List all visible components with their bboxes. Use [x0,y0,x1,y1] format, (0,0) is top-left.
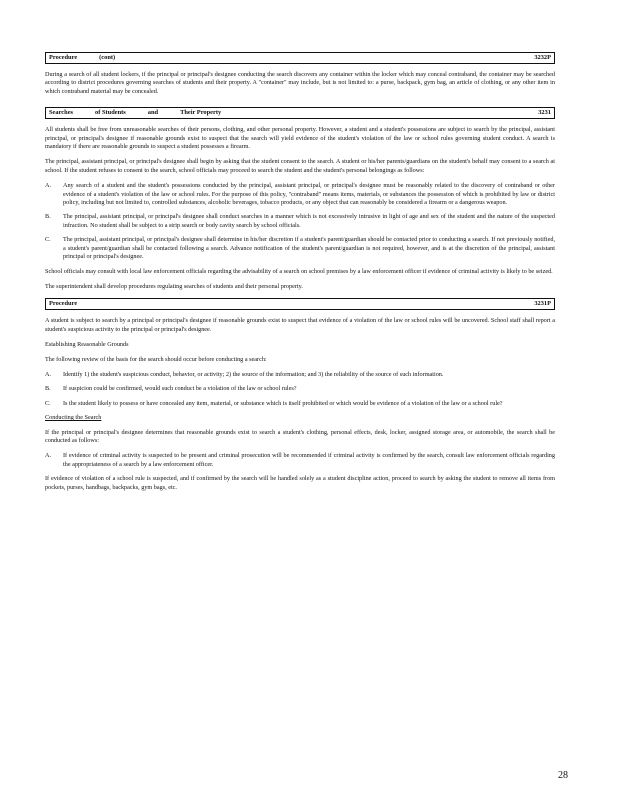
paragraph: The superintendent shall develop procedures regulating searches of students and their personal property. [45,282,303,290]
section-code: 3231 [538,109,551,117]
list-item-text: If evidence of criminal activity is suspected to be present and criminal prosecution will be recommended if criminal activity is confirmed by the search, consult law enforcement officials regarding the appropriateness of a search by a law enforcement officer. [63,452,555,468]
subheading-text: Conducting the Search [45,414,102,422]
section-title: Procedure [49,300,78,308]
section-title: Searches [49,109,74,117]
section-title: Procedure [49,53,78,61]
list-item-text: Identify 1) the student's suspicious conduct, behavior, or activity; 2) the source of the information; and 3) the reliability of the source of such information. [63,370,444,378]
paragraph: During a search of all student lockers, if the principal or principal's designee conducting the search discovers any container within the locker which may conceal contraband, the container may be searched according to district procedures governing searches of students and their property. A "container" may include, but is not limited to: a purse, backpack, gym bag, an article of clothing, or any other item in which contraband material may be concealed. [45,71,555,95]
list-item [45,371,555,379]
section-title-suffix: (cont) [99,53,116,61]
section-header-procedure [45,298,555,310]
list-item-label: A. [45,182,52,190]
list-item-label: B. [45,213,51,221]
list-item-label: A. [45,370,52,378]
page-number: 28 [558,770,568,781]
list-item [45,213,555,230]
paragraph: School officials may consult with local law enforcement officials regarding the advisability of a search on school premises by a law enforcement officer if evidence of criminal activity is likely to be seized. [45,267,553,275]
list-item [45,400,555,408]
paragraph: The following review of the basis for the search should occur before conducting a search: [45,355,267,363]
list-item [45,385,555,393]
list-item [45,182,555,207]
list-item-text: Is the student likely to possess or have concealed any item, material, or substance which is itself prohibited or which would be evidence of a violation of the law or a school rule? [63,399,503,407]
paragraph: If the principal or principal's designee determines that reasonable grounds exist to search a student's clothing, personal effects, desk, locker, assigned storage area, or automobile, the search shall be conducted as follows: [45,428,555,444]
paragraph: If evidence of violation of a school rule is suspected, and if confirmed by the search will be handled solely as a student discipline action, proceed to search by asking the student to remove all items from pockets, purses, handbags, backpacks, gym bags, etc. [45,475,555,491]
paragraph: All students shall be free from unreasonable searches of their persons, clothing, and other personal property. However, a student and a student's possessions are subject to search by the principal, assistant principal, or principal's designee if reasonable grounds exist to suspect that the search will yield evidence of the student's violation of the law or school rules governing student conduct. A search is mandatory if there are reasonable grounds to suspect a student possesses a firearm. [45,126,555,151]
list-item-label: A. [45,452,52,460]
list-item-text: Any search of a student and the student's possessions conducted by the principal, assistant principal, or principal's designee must be reasonably related to the discovery of contraband or other evidence of a student's violation of the law or school rules. For the purpose of this policy, "contraband" means items, materials, or substances the possession of which is prohibited by law or district policy, including but not limited to, controlled substances, alcoholic beverages, tobacco products, or any object that can reasonably be considered a firearm or a dangerous weapon. [63,182,555,207]
paragraph: The principal, assistant principal, or principal's designee shall begin by asking that the student consent to the search. A student or his/her parents/guardians on the student's behalf may consent to a search at school. If the student refuses to consent to the search, school officials may proceed to search the student and the student's personal belongings as follows: [45,158,555,174]
list-item-label: C. [45,399,51,407]
subheading: Establishing Reasonable Grounds [45,341,129,349]
list-item [45,452,555,469]
section-title-part: Their Property [180,109,222,117]
list-item-label: C. [45,236,51,244]
list-item [45,236,555,261]
list-item-label: B. [45,385,51,393]
section-title-part: of Students [95,109,126,117]
list-item-text: The principal, assistant principal, or principal's designee shall conduct searches in a manner which is not excessively intrusive in light of age and sex of the student and the nature of the suspected infraction. No student shall be subject to a strip search or body cavity search by school officials. [63,213,555,229]
section-code: 3232P [534,53,551,61]
section-title-part: and [147,109,159,117]
section-header-searches [45,107,555,119]
paragraph: A student is subject to search by a principal or principal's designee if reasonable grounds exist to suspect that evidence of a violation of the law or school rules will be uncovered. School staff shall report a student's suspicious activity to the principal or principal's designee. [45,317,555,333]
subheading-underlined [45,414,555,422]
list-item-text: If suspicion could be confirmed, would such conduct be a violation of the law or school rules? [63,385,297,393]
list-item-text: The principal, assistant principal, or principal's designee shall determine in his/her discretion if a student's parent/guardian should be contacted prior to conducting a search. If not previously notified, a student's parent/guardian shall be contacted following a search. Advance notification of the student's parent/guardian is not required, however, and is at the discretion of the principal, assistant principal or principal's designee. [63,236,555,261]
document-page [45,52,555,499]
section-header-procedure-cont [45,52,555,64]
section-code: 3231P [534,300,551,308]
